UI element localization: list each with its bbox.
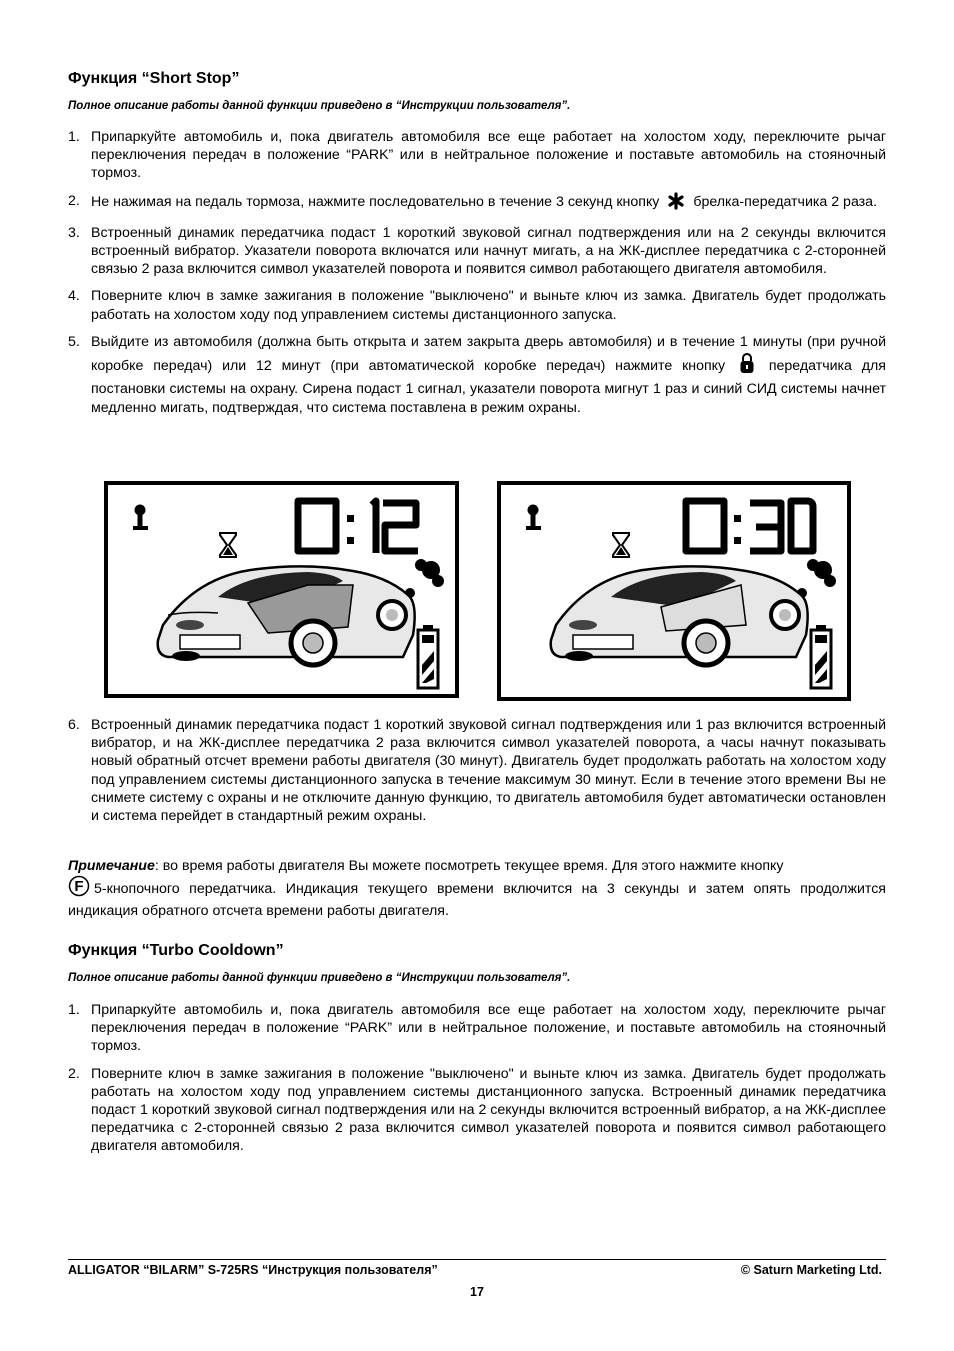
page-number: 17 <box>470 1285 484 1299</box>
key-icon <box>133 505 148 531</box>
list-item: 1. Припаркуйте автомобиль и, пока двигатель автомобиля все еще работает на холостом ходу, переключите рычаг переключения передач в положение “PARK” или в нейтральное положение и поставьте автомобиль на стояночный тормоз. <box>68 129 886 182</box>
car-icon <box>551 566 808 665</box>
list-item: 6. Встроенный динамик передатчика подаст 1 короткий звуковой сигнал подтверждения или 1 раз включится встроенный вибратор, и на ЖК-дисплее передатчика 2 раза включится символ указателей поворота, а часы начнут показывать новый обратный отсчет времени работы двигателя (30 минут). Двигатель будет продолжать работать на холостом ходу под управлением системы дистанционного запуска в течение максимум 30 минут. Если в течение этого времени Вы не снимете систему с охраны и не отключите данную функцию, то двигатель автомобиля будет автоматически остановлен и система перейдет в стандартный режим охраны. <box>68 717 886 825</box>
key-icon <box>526 505 541 531</box>
battery-icon <box>418 625 438 688</box>
list-item: 1. Припаркуйте автомобиль и, пока двигатель автомобиля все еще работает на холостом ходу, переключите рычаг переключения передач в положение “PARK” или в нейтральное положение, и поставьте автомобиль на стояночный тормоз. <box>68 1002 886 1055</box>
list-item: 4. Поверните ключ в замке зажигания в положение "выключено" и выньте ключ из замка. Двигатель будет продолжать работать на холостом ходу под управлением системы дистанционного запуска. <box>68 288 886 323</box>
note-paragraph: Примечание: во время работы двигателя Вы можете посмотреть текущее время. Для этого нажмите кнопку F 5-кнопочного передатчика. Индикация текущего времени включится на 3 секунды и затем опять продолжится индикация обратного отсчета времени работы двигателя. <box>68 858 886 920</box>
lcd-display-1 <box>104 481 459 698</box>
lcd-illustration-2 <box>501 485 847 697</box>
f-button-icon <box>68 875 90 902</box>
hourglass-icon <box>613 533 629 557</box>
car-icon <box>158 566 415 665</box>
lcd-display-2 <box>497 481 851 701</box>
list-item: 5. Выйдите из автомобиля (должна быть открыта и затем закрыта дверь автомобиля) и в течение 1 минуты (при ручной коробке передач) или 12 минут (при автоматической коробке передач) нажмите кнопку передатчика для постановки системы на охрану. Сирена подаст 1 сигнал, указатели поворота мигнут 1 раз и синий СИД системы начнет медленно мигать, подтверждая, что система поставлена в режим охраны. <box>68 333 886 416</box>
section-subtitle: Полное описание работы данной функции приведено в “Инструкции пользователя”. <box>68 100 571 112</box>
turbo-cooldown-steps <box>68 1001 886 1165</box>
section-title-short-stop: Функция “Short Stop” <box>68 70 240 87</box>
list-item: 2. Поверните ключ в замке зажигания в положение "выключено" и выньте ключ из замка. Двигатель будет продолжать работать на холостом ходу под управлением системы дистанционного запуска. Встроенный динамик передатчика подаст 1 короткий звуковой сигнал подтверждения или на 2 секунды включится встроенный вибратор, а на ЖК-дисплее передатчика с 2-сторонней связью 2 раза включится символ указателей поворота и появится символ работающего двигателя автомобиля. <box>68 1065 886 1155</box>
lock-button-icon <box>739 352 755 380</box>
lcd-clock <box>298 501 418 553</box>
battery-icon <box>811 625 831 688</box>
note-label: Примечание <box>68 858 155 874</box>
section-title-turbo-cooldown: Функция “Turbo Cooldown” <box>68 942 284 959</box>
footer-divider <box>68 1259 886 1260</box>
list-item: 3. Встроенный динамик передатчика подаст 1 короткий звуковой сигнал подтверждения или на 2 секунды включится встроенный вибратор. Указатели поворота включатся или начнут мигать, а на ЖК-дисплее передатчика с 2-сторонней связью 2 раза включится символ указателей поворота и появится символ работающего двигателя автомобиля. <box>68 224 886 278</box>
short-stop-steps <box>68 128 886 427</box>
hourglass-icon <box>220 533 236 557</box>
footer-copyright: © Saturn Marketing Ltd. <box>740 1263 882 1277</box>
section-subtitle: Полное описание работы данной функции приведено в “Инструкции пользователя”. <box>68 972 571 984</box>
lcd-illustration-1 <box>108 485 455 694</box>
lcd-clock <box>686 501 813 551</box>
list-item: 2. Не нажимая на педаль тормоза, нажмите последовательно в течение 3 секунд кнопку брелка-передатчика 2 раза. <box>68 192 886 215</box>
asterisk-button-icon <box>667 192 685 215</box>
footer-title: ALLIGATOR “BILARM” S-725RS “Инструкция пользователя” <box>68 1263 438 1277</box>
svg-text:F: F <box>74 878 84 896</box>
short-stop-steps-continued <box>68 716 886 834</box>
